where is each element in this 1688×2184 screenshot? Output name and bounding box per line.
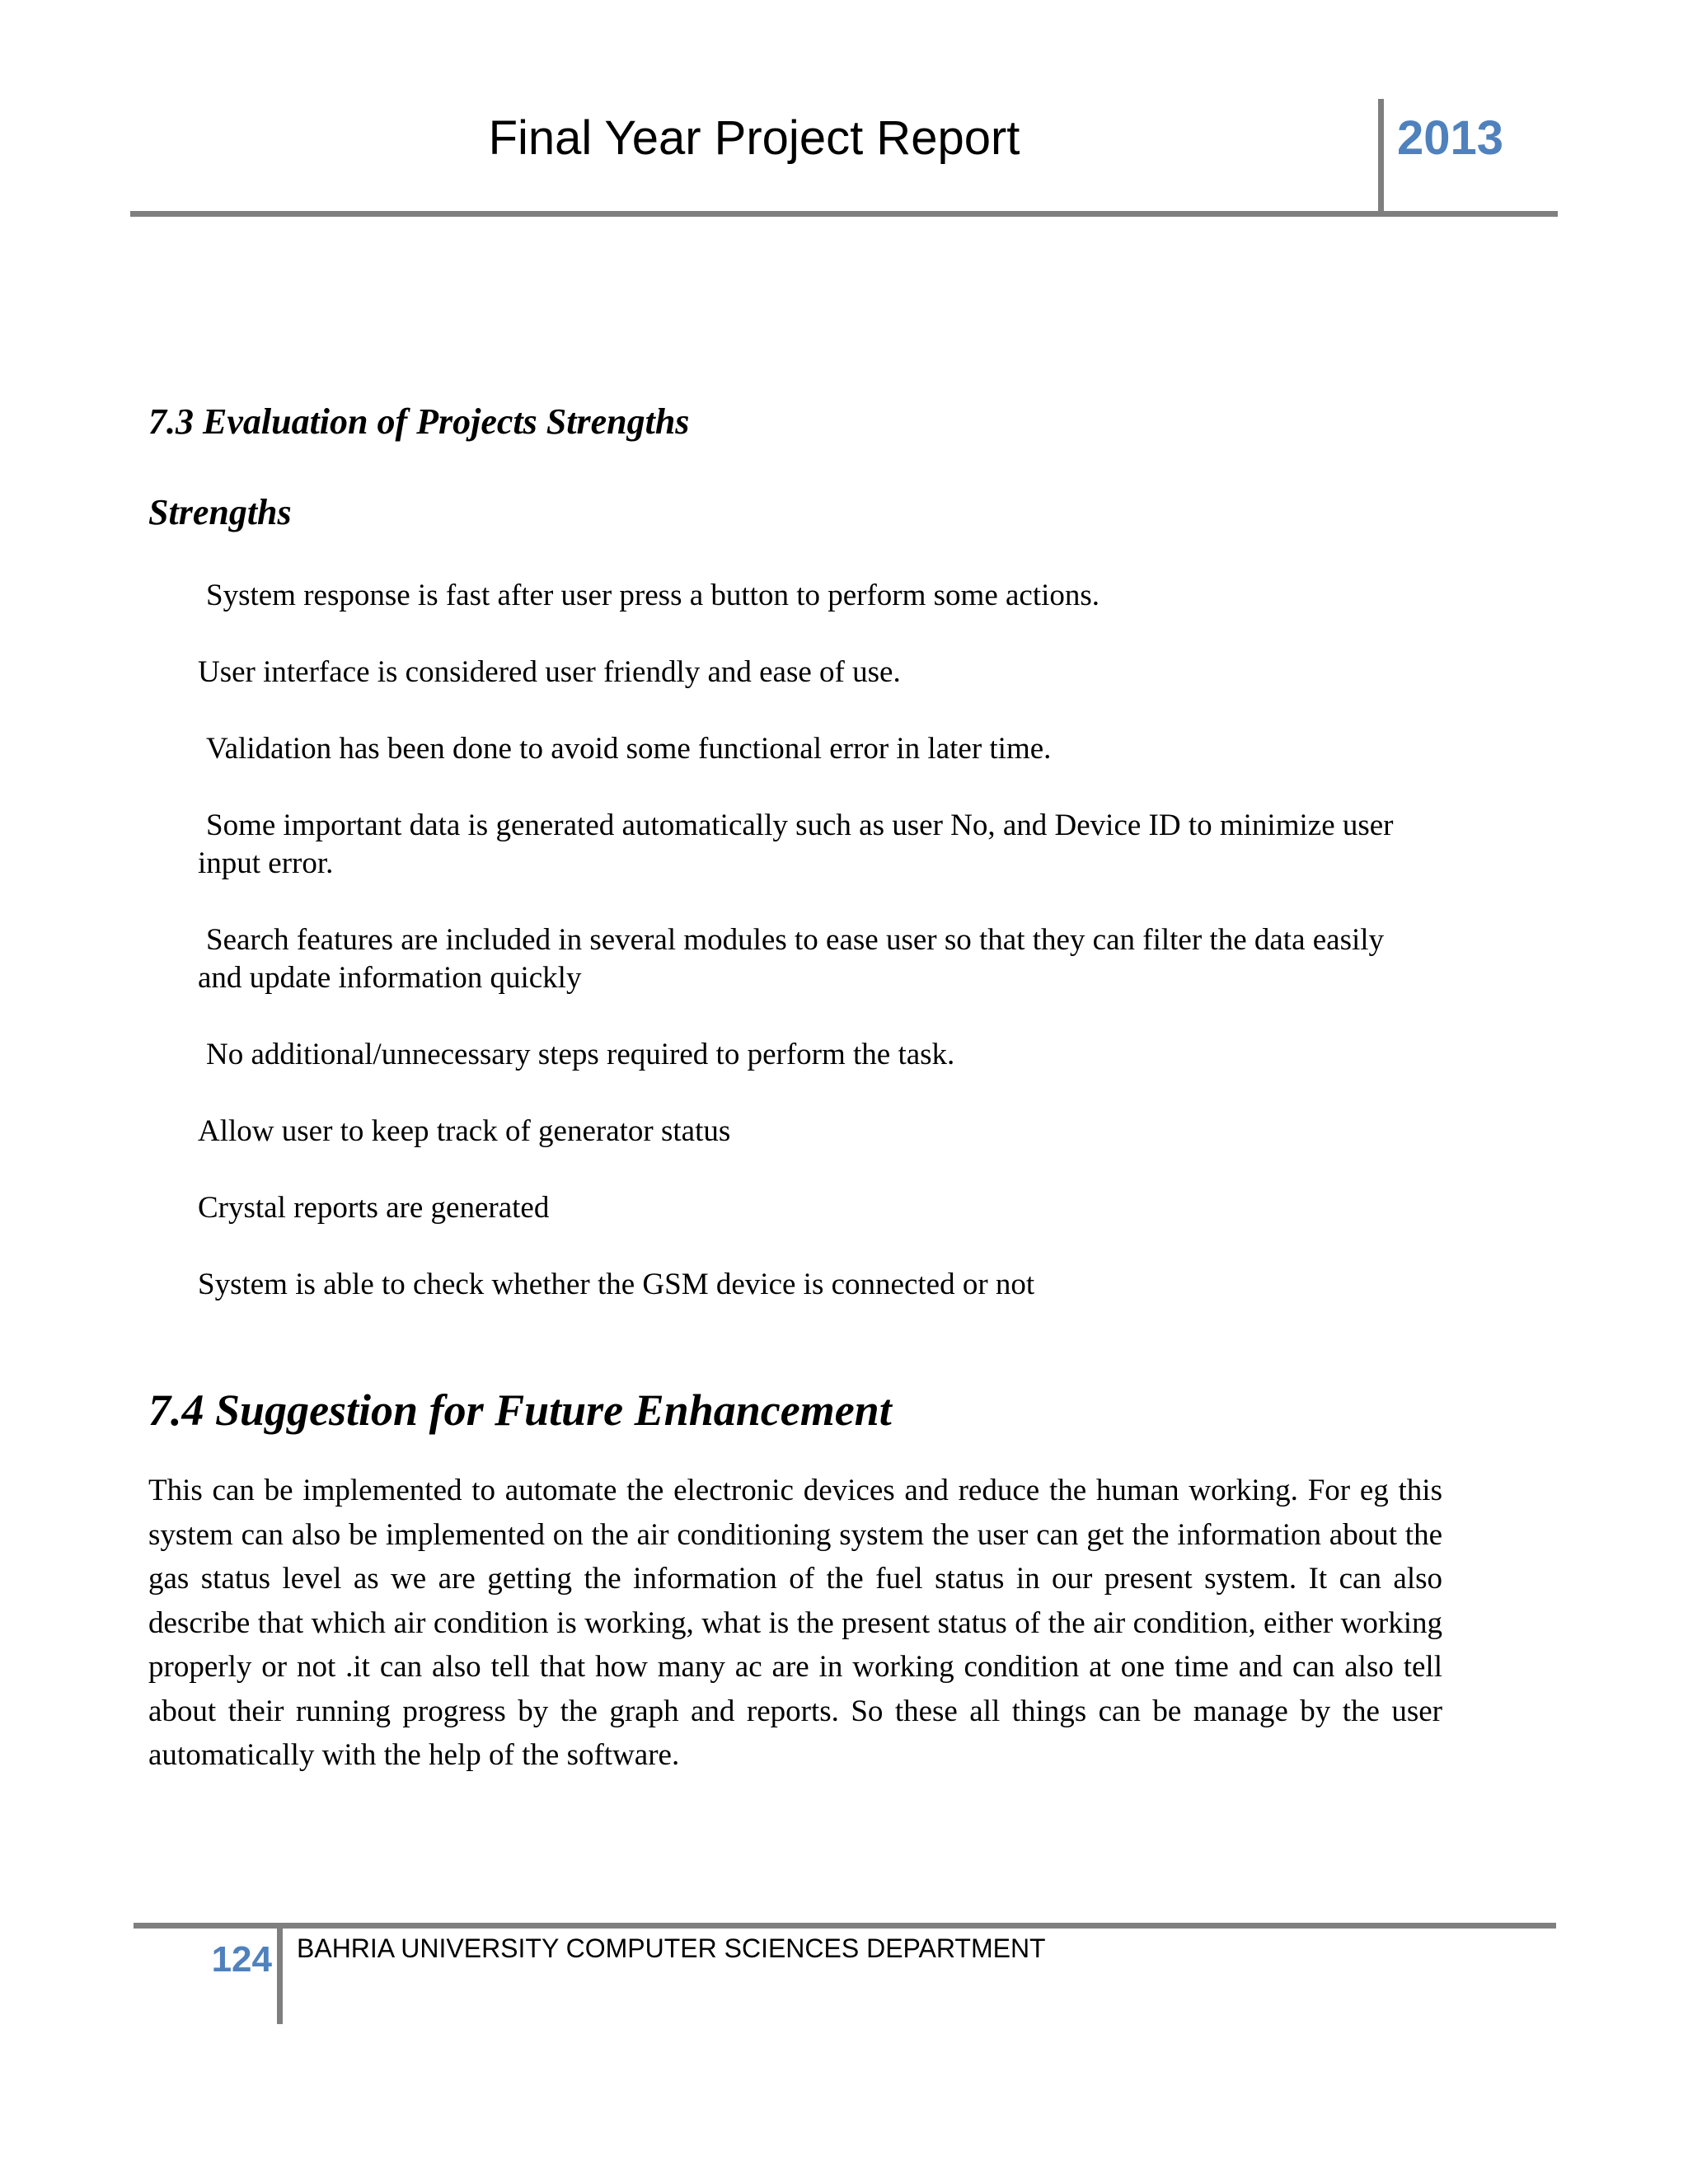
section-heading-future-enhancement: 7.4 Suggestion for Future Enhancement xyxy=(148,1385,892,1435)
future-enhancement-paragraph: This can be implemented to automate the electronic devices and reduce the human working. For eg this system can also be implemented on the air conditioning system the user can get the information about the gas status level as we are getting the information of the fuel status in our present system. It can also describe that which air condition is working, what is the present status of the air condition, either working properly or not .it can also tell that how many ac are in working condition at one time and can also tell about their running progress by the graph and reports. So these all things can be manage by the user automatically with the help of the software. xyxy=(148,1474,1442,1772)
strength-item: No additional/unnecessary steps required to perform the task. xyxy=(206,1038,955,1071)
strength-item: Some important data is generated automatically such as user No, and Device ID to minimize user input error. xyxy=(198,808,1394,880)
strength-item: Search features are included in several modules to ease user so that they can filter the data easily and update information quickly xyxy=(198,923,1385,995)
header-year: 2013 xyxy=(1397,111,1504,165)
strength-item: User interface is considered user friendly and ease of use. xyxy=(198,655,901,689)
strength-item: System is able to check whether the GSM device is connected or not xyxy=(198,1268,1035,1301)
header-divider-vertical xyxy=(1378,99,1384,214)
section-heading-evaluation: 7.3 Evaluation of Projects Strengths xyxy=(148,401,690,442)
strengths-list xyxy=(198,577,1451,1343)
header-title: Final Year Project Report xyxy=(488,111,1020,165)
subheading-strengths: Strengths xyxy=(148,492,292,532)
footer-department: BAHRIA UNIVERSITY COMPUTER SCIENCES DEPARTMENT xyxy=(297,1933,1046,1963)
header-rule xyxy=(130,211,1558,217)
strength-item: System response is fast after user press a button to perform some actions. xyxy=(206,579,1100,612)
strength-item: Crystal reports are generated xyxy=(198,1191,550,1225)
page-number: 124 xyxy=(211,1939,272,1980)
footer-rule xyxy=(134,1923,1556,1929)
footer-divider-vertical xyxy=(277,1925,283,2024)
strength-item: Allow user to keep track of generator status xyxy=(198,1114,731,1148)
strength-item: Validation has been done to avoid some functional error in later time. xyxy=(206,732,1052,766)
